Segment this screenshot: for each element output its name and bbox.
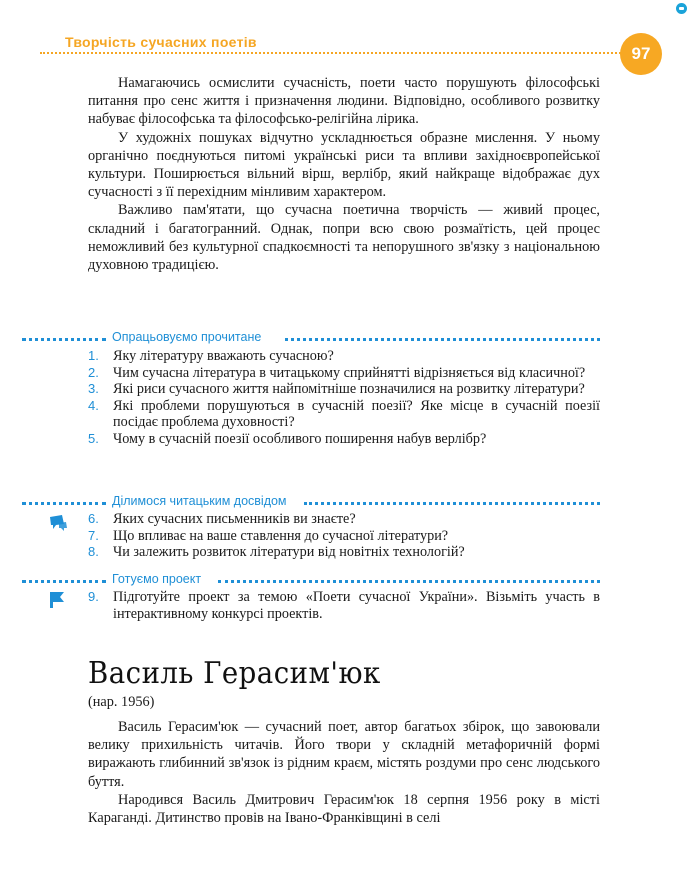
paragraph: Важливо пам'ятати, що сучасна поетична творчість — живий процес, складний і багатогранний. Однак, попри всю свою розмаїтість, цей процес неможливий без культурної спадкоємності та непорушного зв'язку з національною духовною традицією.	[88, 202, 600, 274]
question-text: Які риси сучасного життя найпомітніше позначилися на розвитку літератури?	[113, 381, 585, 398]
question-text: Чим сучасна література в читацькому сприйнятті відрізняється від класичної?	[113, 364, 586, 381]
list-item	[88, 365, 600, 382]
question-number: 7.	[88, 527, 99, 543]
question-number: 2.	[88, 364, 99, 380]
section-label: Готуємо проект	[112, 572, 202, 586]
list-item	[88, 348, 600, 365]
corner-mark-icon	[676, 3, 687, 14]
section-header-project	[22, 572, 600, 590]
question-text: Яку літературу вважають сучасною?	[113, 348, 334, 364]
paragraph: Василь Герасим'юк — сучасний поет, автор багатьох збірок, що завоювали велику прихильність читачів. Його твори у складній метафоричній формі виражають глибинний зв'язок із рідним краєм, містять роздуми про сенс людського буття.	[88, 719, 600, 790]
question-list-review	[88, 348, 600, 448]
question-number: 3.	[88, 381, 99, 397]
dotted-divider	[22, 580, 106, 583]
question-number: 4.	[88, 397, 99, 413]
flag-icon	[48, 591, 66, 609]
paragraph: Народився Василь Дмитрович Герасим'юк 18 серпня 1956 року в місті Караганді. Дитинство провів на Івано-Франківщині в селі	[88, 791, 600, 827]
paragraph: Намагаючись осмислити сучасність, поети часто порушують філософські питання про сенс життя і призначення людини. Відповідно, особливого розвитку набуває філософська та філософсько-релігійна лірика.	[88, 75, 600, 128]
section-label: Ділимося читацьким досвідом	[112, 494, 287, 508]
list-item	[88, 431, 600, 448]
list-item	[88, 589, 600, 622]
question-text: Яких сучасних письменників ви знаєте?	[113, 511, 356, 527]
question-text: Які проблеми порушуються в сучасній поезії? Яке місце в сучасній поезії посідає проблема духовності?	[113, 397, 600, 431]
question-number: 1.	[88, 348, 99, 363]
dotted-divider	[22, 338, 106, 341]
list-item	[88, 381, 600, 398]
dotted-divider	[22, 502, 106, 505]
question-text: Підготуйте проект за темою «Поети сучасної України». Візьміть участь в інтерактивному конкурсі проектів.	[113, 589, 600, 622]
paragraph: У художніх пошуках відчутно ускладнюється образне мислення. У ньому органічно поєднуються питомі українські риси та впливи західноєвропейської культури. Поширюється вільний вірш, верлібр, який найкраще відображає дух сучасності з її перехідним мінливим характером.	[88, 129, 600, 201]
list-item	[88, 528, 600, 545]
dotted-divider	[304, 502, 600, 505]
list-item	[88, 544, 600, 561]
author-name: Василь Герасим'юк	[88, 656, 381, 691]
section-title: Творчість сучасних поетів	[65, 34, 257, 50]
page-number: 97	[620, 33, 662, 75]
dotted-divider	[218, 580, 600, 583]
question-number: 9.	[88, 589, 99, 604]
section-header-review	[22, 330, 600, 348]
header-divider	[40, 52, 636, 54]
question-text: Чи залежить розвиток літератури від новітніх технологій?	[113, 544, 465, 561]
question-number: 5.	[88, 430, 99, 446]
question-number: 8.	[88, 544, 99, 560]
bio-text	[88, 718, 600, 827]
discussion-icon	[48, 514, 68, 532]
question-text: Що впливає на ваше ставлення до сучасної літератури?	[113, 527, 449, 544]
intro-text	[88, 74, 600, 274]
question-number: 6.	[88, 511, 99, 526]
question-text: Чому в сучасній поезії особливого поширення набув верлібр?	[113, 430, 487, 447]
question-list-project	[88, 589, 600, 622]
list-item	[88, 511, 600, 528]
author-years: (нар. 1956)	[88, 694, 155, 710]
section-header-share	[22, 494, 600, 512]
question-list-share	[88, 511, 600, 561]
section-label: Опрацьовуємо прочитане	[112, 330, 262, 344]
dotted-divider	[285, 338, 600, 341]
list-item	[88, 398, 600, 431]
